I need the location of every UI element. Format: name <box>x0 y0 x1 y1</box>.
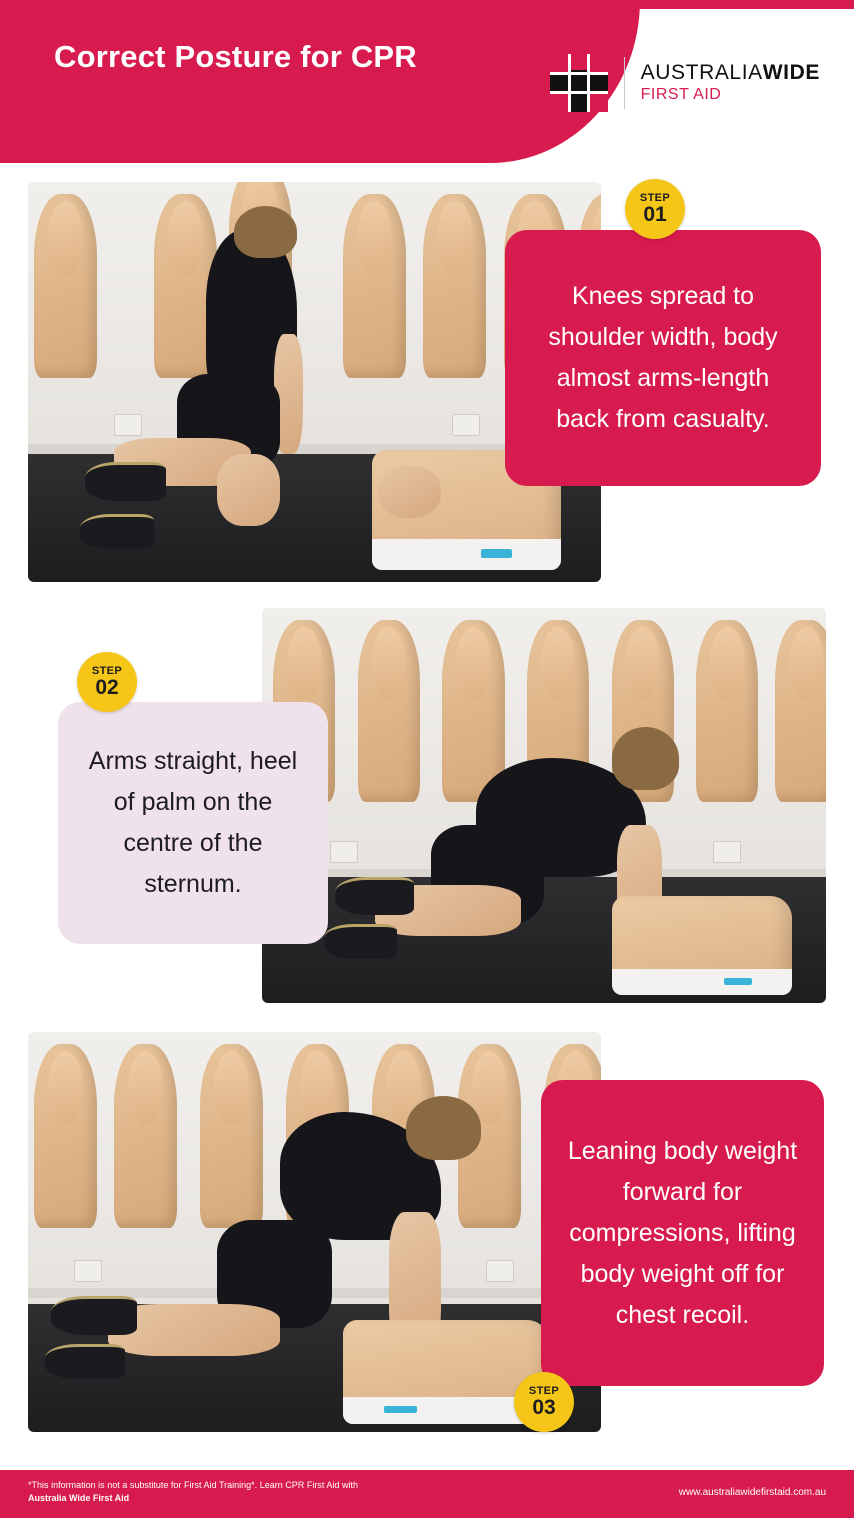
step-1-callout <box>505 230 821 486</box>
logo-divider <box>624 57 625 109</box>
step-1-text: Knees spread to shoulder width, body almost arms-length back from casualty. <box>548 282 778 433</box>
step-badge-number: 01 <box>643 203 667 226</box>
step-badge-2 <box>77 652 137 712</box>
floor-manikin <box>612 896 792 995</box>
manikin-indicator <box>481 549 511 557</box>
instructor-hair <box>234 206 297 258</box>
wall-manikin <box>200 1044 263 1228</box>
footer-disclaimer-text: *This information is not a substitute for First Aid Training*. Learn CPR First Aid with <box>28 1480 358 1490</box>
step-badge-1 <box>625 179 685 239</box>
step-2-callout <box>58 702 328 944</box>
step-2-photo <box>262 608 826 1003</box>
power-outlet <box>114 414 142 436</box>
page-header <box>0 0 854 170</box>
photo-scene-2 <box>262 608 826 1003</box>
wall-manikin <box>775 620 826 802</box>
step-badge-3 <box>514 1372 574 1432</box>
power-outlet <box>452 414 480 436</box>
manikin-head <box>378 466 441 518</box>
logo-text-line-1 <box>641 61 820 85</box>
footer-brand-name: Australia Wide First Aid <box>28 1493 130 1503</box>
footer-disclaimer <box>28 1479 358 1505</box>
step-3-callout <box>541 1080 824 1386</box>
logo-text-wide: WIDE <box>762 61 820 84</box>
step-badge-number: 03 <box>532 1396 556 1419</box>
step-3-text: Leaning body weight forward for compressions, lifting body weight off for chest recoil. <box>567 1136 798 1329</box>
instructor-shoe <box>80 514 154 549</box>
step-badge-number: 02 <box>95 676 119 699</box>
wall-manikin <box>34 1044 97 1228</box>
step-badge-word: STEP <box>528 1385 560 1397</box>
step-panel-3 <box>0 1032 854 1452</box>
wall-manikin <box>358 620 420 802</box>
wall-manikin <box>423 194 486 378</box>
instructor-shoe <box>324 924 397 959</box>
instructor-shoe <box>85 462 165 501</box>
instructor-knee <box>217 454 280 526</box>
step-badge-word: STEP <box>91 665 123 677</box>
page-title: Correct Posture for CPR <box>54 39 417 74</box>
manikin-base <box>612 969 792 995</box>
page-footer <box>0 1470 854 1518</box>
footer-website: www.australiawidefirstaid.com.au <box>678 1487 826 1498</box>
wall-manikin <box>34 194 97 378</box>
manikin-indicator <box>724 978 753 985</box>
step-3-photo <box>28 1032 601 1432</box>
header-red-band <box>0 0 640 163</box>
brand-logo <box>550 52 820 114</box>
cross-logo-icon <box>550 54 608 112</box>
step-panel-1 <box>0 170 854 600</box>
logo-text-line-2: FIRST AID <box>640 86 722 103</box>
step-panel-2 <box>0 600 854 1032</box>
step-badge-word: STEP <box>639 192 671 204</box>
manikin-base <box>372 539 561 570</box>
photo-scene-3 <box>28 1032 601 1432</box>
power-outlet <box>74 1260 102 1282</box>
power-outlet <box>330 841 358 863</box>
instructor-hair <box>612 727 680 790</box>
instructor-hair <box>406 1096 480 1160</box>
wall-manikin <box>343 194 406 378</box>
wall-manikin <box>696 620 758 802</box>
instructor-shoe <box>45 1344 125 1379</box>
manikin-indicator <box>384 1406 417 1413</box>
instructor-shoe <box>335 877 414 916</box>
logo-text-australia: AUSTRALIA <box>640 61 763 84</box>
wall-manikin <box>114 1044 177 1228</box>
instructor-shoe <box>51 1296 137 1335</box>
power-outlet <box>713 841 741 863</box>
step-2-text: Arms straight, heel of palm on the centre of the sternum. <box>88 747 298 898</box>
power-outlet <box>486 1260 514 1282</box>
